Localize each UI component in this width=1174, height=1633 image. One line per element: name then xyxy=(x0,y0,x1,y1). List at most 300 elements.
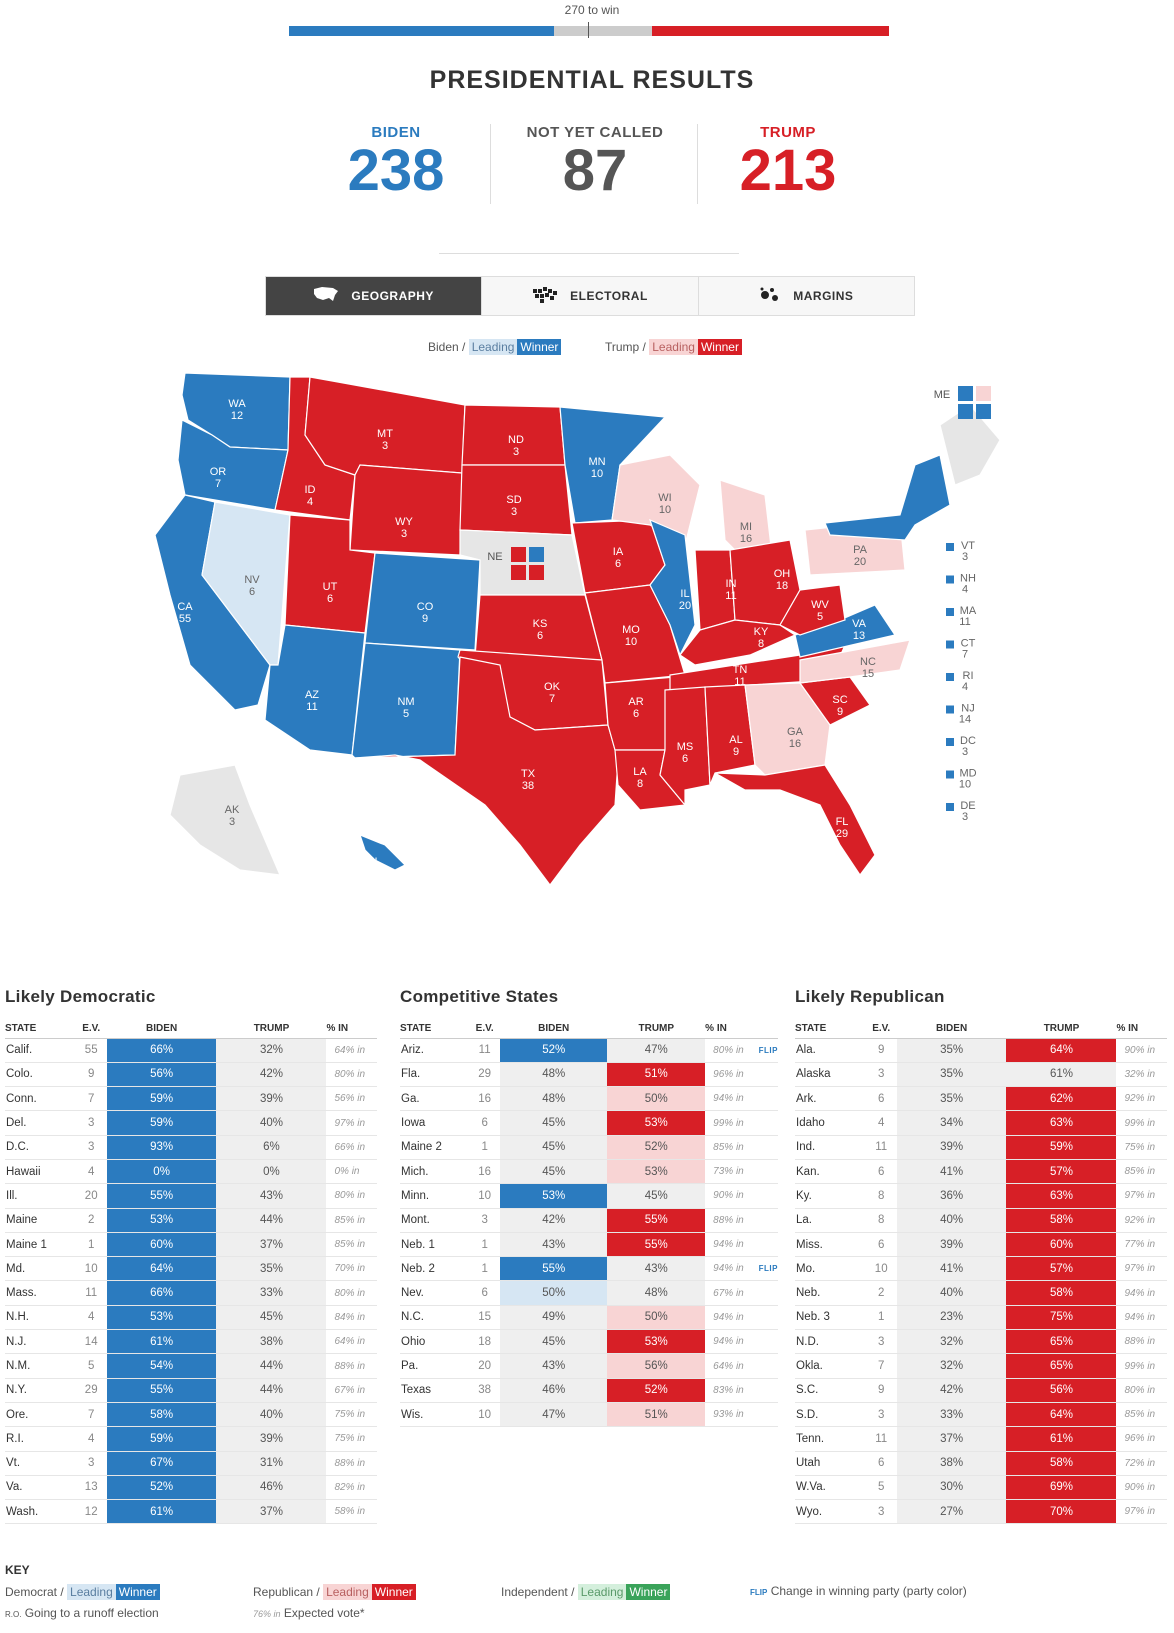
state-name: Ark. xyxy=(795,1087,866,1111)
biden-pct: 55% xyxy=(500,1257,607,1281)
state-ev-label: 55 xyxy=(178,613,192,625)
view-tabs xyxy=(265,276,915,316)
table-header-row xyxy=(5,1016,377,1038)
biden-pct: 53% xyxy=(107,1305,217,1329)
not-called-label: NOT YET CALLED xyxy=(526,124,664,141)
map-legend-biden xyxy=(428,339,561,355)
state-name: Wis. xyxy=(400,1402,469,1426)
tab-electoral[interactable] xyxy=(482,277,698,315)
table-row[interactable] xyxy=(5,1330,377,1354)
state-ev-label: 20 xyxy=(678,600,692,612)
table-row[interactable] xyxy=(5,1232,377,1256)
biden-pct: 35% xyxy=(897,1062,1007,1086)
small-state-swatch xyxy=(946,673,954,681)
pct-reported: 0% in xyxy=(326,1159,377,1183)
pct-reported: 97% in xyxy=(1116,1500,1167,1524)
state-label: TN xyxy=(732,664,748,676)
state-label: WV xyxy=(811,599,829,611)
state-name: Wyo. xyxy=(795,1500,866,1524)
state-name: Mont. xyxy=(400,1208,469,1232)
state-ev-label: 15 xyxy=(861,668,875,680)
state-label: OH xyxy=(773,568,791,580)
table-row[interactable] xyxy=(795,1087,1167,1111)
state-label: ME xyxy=(933,389,951,401)
pct-reported: 85% in xyxy=(1116,1402,1167,1426)
pct-reported: 88% in xyxy=(705,1208,758,1232)
key-title: KEY xyxy=(5,1563,30,1577)
biden-pct: 37% xyxy=(897,1427,1007,1451)
state-name: Hawaii xyxy=(5,1159,76,1183)
pct-reported: 64% in xyxy=(326,1038,377,1062)
state-label: NE xyxy=(487,551,503,563)
electoral-votes: 9 xyxy=(866,1038,897,1062)
table-row[interactable] xyxy=(795,1330,1167,1354)
small-state-ev: 3 xyxy=(961,551,969,563)
trump-pct: 31% xyxy=(216,1451,326,1475)
state-ev-label: 38 xyxy=(521,780,535,792)
table-row[interactable] xyxy=(5,1378,377,1402)
state-ev-label: 20 xyxy=(853,556,867,568)
state-name: Ky. xyxy=(795,1184,866,1208)
flip-tag xyxy=(759,1184,778,1208)
table-row[interactable] xyxy=(795,1427,1167,1451)
trump-pct: 32% xyxy=(216,1038,326,1062)
table-title-competitive: Competitive States xyxy=(400,987,559,1006)
trump-pct: 69% xyxy=(1006,1475,1116,1499)
table-row[interactable] xyxy=(5,1184,377,1208)
electoral-votes: 2 xyxy=(866,1281,897,1305)
trump-pct: 46% xyxy=(216,1475,326,1499)
table-row[interactable] xyxy=(795,1500,1167,1524)
tab-margins[interactable] xyxy=(699,277,914,315)
key-leading-chip: Leading xyxy=(578,1584,627,1600)
electoral-votes: 1 xyxy=(76,1232,107,1256)
state-label: AL xyxy=(729,734,743,746)
table-row[interactable] xyxy=(400,1038,778,1062)
electoral-votes: 5 xyxy=(866,1475,897,1499)
state-wy[interactable] xyxy=(350,465,462,555)
biden-pct: 33% xyxy=(897,1402,1007,1426)
biden-pct: 56% xyxy=(107,1062,217,1086)
state-name: Neb. 1 xyxy=(400,1232,469,1256)
table-row[interactable] xyxy=(400,1135,778,1159)
state-label: FL xyxy=(835,816,849,828)
flip-tag xyxy=(759,1281,778,1305)
table-row[interactable] xyxy=(795,1111,1167,1135)
electoral-votes: 7 xyxy=(866,1354,897,1378)
table-row[interactable] xyxy=(795,1062,1167,1086)
table-row[interactable] xyxy=(795,1354,1167,1378)
state-name: Neb. xyxy=(795,1281,866,1305)
biden-pct: 40% xyxy=(897,1208,1007,1232)
state-label: AZ xyxy=(304,689,320,701)
state-label: AR xyxy=(628,696,644,708)
electoral-votes: 4 xyxy=(76,1305,107,1329)
trump-pct: 65% xyxy=(1006,1354,1116,1378)
state-label: SD xyxy=(506,494,522,506)
table-row[interactable] xyxy=(795,1378,1167,1402)
small-state-swatch xyxy=(946,738,954,746)
electoral-votes: 29 xyxy=(469,1062,500,1086)
state-name: Kan. xyxy=(795,1159,866,1183)
expected-sample: 76% in xyxy=(253,1609,281,1619)
electoral-votes: 20 xyxy=(76,1184,107,1208)
electoral-votes: 3 xyxy=(76,1451,107,1475)
electoral-votes: 18 xyxy=(469,1330,500,1354)
biden-pct: 38% xyxy=(897,1451,1007,1475)
state-name: Alaska xyxy=(795,1062,866,1086)
trump-count-block xyxy=(698,124,878,203)
competitive-table xyxy=(400,1016,778,1427)
column-header-trump: TRUMP xyxy=(1006,1016,1116,1038)
electoral-votes: 16 xyxy=(469,1159,500,1183)
state-name: Idaho xyxy=(795,1111,866,1135)
table-row[interactable] xyxy=(5,1281,377,1305)
state-name: W.Va. xyxy=(795,1475,866,1499)
electoral-votes: 14 xyxy=(76,1330,107,1354)
table-row[interactable] xyxy=(5,1354,377,1378)
state-ev-label: 7 xyxy=(548,693,556,705)
key-winner-chip: Winner xyxy=(372,1584,416,1600)
divider xyxy=(490,124,491,204)
trump-pct: 57% xyxy=(1006,1257,1116,1281)
pct-reported: 67% in xyxy=(705,1281,758,1305)
column-header-trump: TRUMP xyxy=(607,1016,705,1038)
small-state-ev: 14 xyxy=(958,713,972,726)
state-ev-label: 3 xyxy=(512,446,520,458)
tab-geography[interactable] xyxy=(266,277,482,315)
state-label: LA xyxy=(633,766,647,778)
electoral-votes: 7 xyxy=(76,1402,107,1426)
pct-reported: 83% in xyxy=(705,1378,758,1402)
small-state-label: CT xyxy=(960,637,976,650)
biden-pct: 39% xyxy=(897,1135,1007,1159)
state-ev-label: 3 xyxy=(381,440,389,452)
state-ev-label: 9 xyxy=(836,706,844,718)
electoral-votes: 10 xyxy=(469,1402,500,1426)
table-row[interactable] xyxy=(5,1159,377,1183)
table-title-likely-dem: Likely Democratic xyxy=(5,987,156,1006)
table-row[interactable] xyxy=(400,1184,778,1208)
table-row[interactable] xyxy=(5,1427,377,1451)
state-label: AK xyxy=(224,804,240,816)
table-row[interactable] xyxy=(795,1232,1167,1256)
column-header-pin: % IN xyxy=(705,1016,758,1038)
state-name: Wash. xyxy=(5,1500,76,1524)
state-name: Maine 2 xyxy=(400,1135,469,1159)
electoral-votes: 1 xyxy=(866,1305,897,1329)
table-row[interactable] xyxy=(5,1135,377,1159)
state-name: Texas xyxy=(400,1378,469,1402)
biden-pct: 58% xyxy=(107,1402,217,1426)
state-label: NC xyxy=(860,656,876,668)
biden-pct: 55% xyxy=(107,1378,217,1402)
state-label: MO xyxy=(622,624,640,636)
electoral-votes: 2 xyxy=(76,1208,107,1232)
district-square xyxy=(529,547,544,562)
trump-pct: 60% xyxy=(1006,1232,1116,1256)
tab-label: MARGINS xyxy=(793,289,854,303)
small-state-swatch xyxy=(946,576,954,584)
pct-reported: 64% in xyxy=(705,1354,758,1378)
table-header-row xyxy=(795,1016,1167,1038)
biden-pct: 0% xyxy=(107,1159,217,1183)
state-label: VA xyxy=(852,618,866,630)
key-label: Going to a runoff election xyxy=(24,1606,159,1620)
table-row[interactable] xyxy=(795,1475,1167,1499)
state-name: Ariz. xyxy=(400,1038,469,1062)
trump-pct: 58% xyxy=(1006,1451,1116,1475)
state-label: MI xyxy=(739,521,753,533)
flip-tag xyxy=(759,1135,778,1159)
state-name: Ore. xyxy=(5,1402,76,1426)
flip-tag xyxy=(759,1305,778,1329)
small-state-ev: 11 xyxy=(959,616,971,628)
flip-tag xyxy=(759,1062,778,1086)
biden-pct: 52% xyxy=(107,1475,217,1499)
district-square xyxy=(529,565,544,580)
small-state-ev: 3 xyxy=(961,811,969,823)
table-row[interactable] xyxy=(795,1208,1167,1232)
biden-pct: 40% xyxy=(897,1281,1007,1305)
table-row[interactable] xyxy=(400,1159,778,1183)
trump-pct: 45% xyxy=(607,1184,705,1208)
state-ev-label: 6 xyxy=(326,593,334,605)
state-ev-label: 7 xyxy=(214,478,222,490)
tab-label: ELECTORAL xyxy=(570,289,648,303)
column-header-ev: E.V. xyxy=(469,1016,500,1038)
pct-reported: 94% in xyxy=(705,1330,758,1354)
pct-reported: 75% in xyxy=(326,1402,377,1426)
key-leading-chip: Leading xyxy=(323,1584,372,1600)
not-called-block xyxy=(505,124,685,203)
district-square xyxy=(958,404,973,419)
table-row[interactable] xyxy=(795,1159,1167,1183)
trump-pct: 50% xyxy=(607,1087,705,1111)
pct-reported: 97% in xyxy=(326,1111,377,1135)
state-ev-label: 5 xyxy=(402,708,410,720)
small-state-label: DE xyxy=(960,800,976,812)
state-ev-label: 6 xyxy=(614,558,622,570)
table-row[interactable] xyxy=(795,1451,1167,1475)
flip-tag xyxy=(759,1087,778,1111)
legend-winner-chip: Winner xyxy=(698,339,742,355)
trump-pct: 61% xyxy=(1006,1062,1116,1086)
trump-pct: 38% xyxy=(216,1330,326,1354)
pct-reported: 73% in xyxy=(705,1159,758,1183)
electoral-votes: 11 xyxy=(866,1427,897,1451)
table-row[interactable] xyxy=(400,1111,778,1135)
table-row[interactable] xyxy=(5,1475,377,1499)
table-row[interactable] xyxy=(795,1038,1167,1062)
state-ev-label: 3 xyxy=(400,528,408,540)
table-row[interactable] xyxy=(5,1111,377,1135)
electoral-votes: 7 xyxy=(76,1087,107,1111)
threshold-marker xyxy=(588,22,589,38)
trump-pct: 43% xyxy=(216,1184,326,1208)
trump-pct: 56% xyxy=(1006,1378,1116,1402)
state-name: S.C. xyxy=(795,1378,866,1402)
trump-pct: 59% xyxy=(1006,1135,1116,1159)
state-label: MT xyxy=(377,428,393,440)
trump-pct: 51% xyxy=(607,1402,705,1426)
table-row[interactable] xyxy=(795,1257,1167,1281)
biden-pct: 30% xyxy=(897,1475,1007,1499)
biden-pct: 53% xyxy=(107,1208,217,1232)
trump-pct: 58% xyxy=(1006,1208,1116,1232)
biden-pct: 49% xyxy=(500,1305,607,1329)
biden-pct: 66% xyxy=(107,1038,217,1062)
biden-pct: 59% xyxy=(107,1427,217,1451)
state-mt[interactable] xyxy=(305,377,465,475)
biden-count-block xyxy=(306,124,486,203)
table-row[interactable] xyxy=(5,1208,377,1232)
table-row[interactable] xyxy=(5,1062,377,1086)
state-label: CO xyxy=(416,601,434,613)
pct-reported: 99% in xyxy=(1116,1354,1167,1378)
flip-tag xyxy=(759,1111,778,1135)
trump-pct: 62% xyxy=(1006,1087,1116,1111)
table-row[interactable] xyxy=(400,1378,778,1402)
district-square xyxy=(958,386,973,401)
state-name: Calif. xyxy=(5,1038,76,1062)
biden-pct: 43% xyxy=(500,1354,607,1378)
pct-reported: 82% in xyxy=(326,1475,377,1499)
small-state-swatch xyxy=(946,803,954,811)
electoral-votes: 10 xyxy=(866,1257,897,1281)
state-fl[interactable] xyxy=(715,765,875,875)
column-header-ev: E.V. xyxy=(866,1016,897,1038)
district-square xyxy=(511,565,526,580)
electoral-votes: 4 xyxy=(76,1159,107,1183)
biden-pct: 45% xyxy=(500,1330,607,1354)
trump-pct: 51% xyxy=(607,1062,705,1086)
table-row[interactable] xyxy=(5,1257,377,1281)
biden-pct: 34% xyxy=(897,1111,1007,1135)
biden-pct: 32% xyxy=(897,1330,1007,1354)
state-label: NV xyxy=(244,574,260,586)
key-winner-chip: Winner xyxy=(626,1584,670,1600)
state-name: Ill. xyxy=(5,1184,76,1208)
electoral-votes: 1 xyxy=(469,1232,500,1256)
table-row[interactable] xyxy=(795,1305,1167,1329)
electoral-votes: 8 xyxy=(866,1184,897,1208)
electoral-votes: 8 xyxy=(866,1208,897,1232)
state-label: MS xyxy=(676,741,694,753)
state-name: Maine 1 xyxy=(5,1232,76,1256)
legend-leading-chip: Leading xyxy=(469,339,518,355)
state-label: CA xyxy=(177,601,193,613)
table-row[interactable] xyxy=(795,1281,1167,1305)
table-row[interactable] xyxy=(400,1402,778,1426)
likely-rep-table xyxy=(795,1016,1167,1524)
biden-pct: 45% xyxy=(500,1111,607,1135)
table-row[interactable] xyxy=(400,1330,778,1354)
small-state-label: MD xyxy=(959,767,977,780)
state-label: SC xyxy=(832,694,848,706)
trump-pct: 6% xyxy=(216,1135,326,1159)
trump-pct: 55% xyxy=(607,1232,705,1256)
state-ev-label: 5 xyxy=(816,611,824,623)
pct-reported: 32% in xyxy=(1116,1062,1167,1086)
trump-pct: 35% xyxy=(216,1257,326,1281)
table-row[interactable] xyxy=(795,1184,1167,1208)
pct-reported: 93% in xyxy=(705,1402,758,1426)
biden-pct: 66% xyxy=(107,1281,217,1305)
table-row[interactable] xyxy=(5,1087,377,1111)
state-name: Mass. xyxy=(5,1281,76,1305)
trump-pct: 44% xyxy=(216,1378,326,1402)
column-header-state: STATE xyxy=(400,1016,469,1038)
table-row[interactable] xyxy=(400,1257,778,1281)
pct-reported: 80% in xyxy=(326,1281,377,1305)
table-row[interactable] xyxy=(400,1281,778,1305)
trump-pct: 39% xyxy=(216,1427,326,1451)
electoral-votes: 16 xyxy=(469,1087,500,1111)
table-row[interactable] xyxy=(5,1500,377,1524)
key-independent xyxy=(501,1584,670,1600)
trump-pct: 39% xyxy=(216,1087,326,1111)
table-row[interactable] xyxy=(795,1135,1167,1159)
state-name: D.C. xyxy=(5,1135,76,1159)
state-label: WA xyxy=(228,398,246,410)
pct-reported: 77% in xyxy=(1116,1232,1167,1256)
table-row[interactable] xyxy=(400,1354,778,1378)
biden-pct: 61% xyxy=(107,1500,217,1524)
table-row[interactable] xyxy=(400,1208,778,1232)
table-row[interactable] xyxy=(795,1402,1167,1426)
flip-tag: FLIP xyxy=(750,1588,768,1597)
table-row[interactable] xyxy=(400,1087,778,1111)
electoral-votes: 3 xyxy=(866,1402,897,1426)
table-title-likely-rep: Likely Republican xyxy=(795,987,945,1006)
pct-reported: 90% in xyxy=(1116,1475,1167,1499)
trump-pct: 48% xyxy=(607,1281,705,1305)
state-ak[interactable] xyxy=(170,765,280,875)
table-row[interactable] xyxy=(400,1305,778,1329)
electoral-votes: 15 xyxy=(469,1305,500,1329)
table-row[interactable] xyxy=(400,1062,778,1086)
trump-pct: 64% xyxy=(1006,1038,1116,1062)
trump-pct: 63% xyxy=(1006,1184,1116,1208)
state-label: WY xyxy=(395,516,413,528)
state-ev-label: 11 xyxy=(306,701,318,713)
biden-pct: 35% xyxy=(897,1038,1007,1062)
biden-pct: 23% xyxy=(897,1305,1007,1329)
legend-winner-chip: Winner xyxy=(517,339,561,355)
table-row[interactable] xyxy=(5,1038,377,1062)
key-label: Expected vote* xyxy=(283,1606,365,1620)
pct-reported: 88% in xyxy=(1116,1330,1167,1354)
legend-label: Biden / xyxy=(428,340,466,354)
table-row[interactable] xyxy=(5,1305,377,1329)
state-name: Utah xyxy=(795,1451,866,1475)
table-row[interactable] xyxy=(5,1451,377,1475)
column-header-trump: TRUMP xyxy=(216,1016,326,1038)
table-row[interactable] xyxy=(400,1232,778,1256)
electoral-votes: 9 xyxy=(866,1378,897,1402)
likely-dem-table xyxy=(5,1016,377,1524)
trump-pct: 40% xyxy=(216,1111,326,1135)
pct-reported: 90% in xyxy=(705,1184,758,1208)
trump-pct: 64% xyxy=(1006,1402,1116,1426)
biden-pct: 46% xyxy=(500,1378,607,1402)
trump-pct: 37% xyxy=(216,1500,326,1524)
table-row[interactable] xyxy=(5,1402,377,1426)
electoral-votes: 13 xyxy=(76,1475,107,1499)
pct-reported: 85% in xyxy=(326,1232,377,1256)
pct-reported: 94% in xyxy=(1116,1305,1167,1329)
